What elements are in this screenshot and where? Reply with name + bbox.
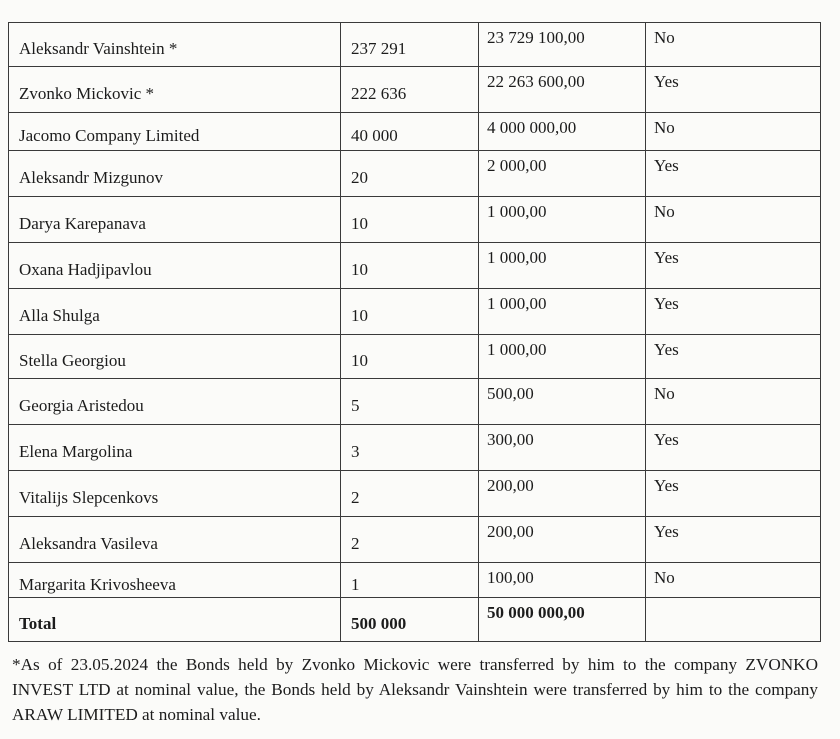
nominal-value-cell-text: 1 000,00 xyxy=(487,202,547,221)
transfer-flag-cell xyxy=(646,23,821,67)
holder-name-cell xyxy=(9,151,341,197)
holder-name-cell xyxy=(9,335,341,379)
total-transfer-cell xyxy=(646,598,821,642)
transfer-flag-cell-text: No xyxy=(654,568,675,587)
bonds-count-cell-text: 1 xyxy=(351,574,360,594)
total-bonds-cell-text: 500 000 xyxy=(351,614,407,633)
bonds-count-cell-text: 3 xyxy=(351,442,360,461)
total-nominal-cell-text: 50 000 000,00 xyxy=(487,603,585,622)
bondholders-table xyxy=(8,22,821,642)
holder-name-cell-text: Stella Georgiou xyxy=(19,351,126,370)
bonds-count-cell xyxy=(341,425,479,471)
holder-name-cell-text: Aleksandr Mizgunov xyxy=(19,168,164,187)
holder-name-cell-text: Darya Karepanava xyxy=(19,214,146,233)
holder-name-cell-text: Margarita Krivosheeva xyxy=(19,574,176,594)
bonds-count-cell-text: 40 000 xyxy=(351,126,398,145)
transfer-flag-cell-text: No xyxy=(654,118,675,137)
holder-name-cell-text: Jacomo Company Limited xyxy=(19,126,200,145)
total-nominal-cell xyxy=(479,598,646,642)
holder-name-cell-text: Oxana Hadjipavlou xyxy=(19,260,152,279)
table-row xyxy=(9,197,821,243)
table-row xyxy=(9,379,821,425)
bonds-count-cell-text: 10 xyxy=(351,214,368,233)
nominal-value-cell xyxy=(479,151,646,197)
transfer-flag-cell xyxy=(646,425,821,471)
transfer-flag-cell xyxy=(646,335,821,379)
bonds-count-cell xyxy=(341,335,479,379)
holder-name-cell-text: Aleksandr Vainshtein * xyxy=(19,39,178,58)
transfer-flag-cell-text: Yes xyxy=(654,340,679,359)
footnote: *As of 23.05.2024 the Bonds held by Zvonko Mickovic were transferred by him to the company ZVONKO INVEST LTD at nominal value, the Bonds held by Aleksandr Vainshtein were transferred by him to the company ARAW LIMITED at nominal value. xyxy=(12,655,818,724)
transfer-flag-cell xyxy=(646,151,821,197)
bonds-count-cell xyxy=(341,197,479,243)
nominal-value-cell xyxy=(479,289,646,335)
nominal-value-cell-text: 23 729 100,00 xyxy=(487,28,585,47)
nominal-value-cell xyxy=(479,197,646,243)
transfer-flag-cell xyxy=(646,289,821,335)
holder-name-cell xyxy=(9,517,341,563)
transfer-flag-cell-text: Yes xyxy=(654,156,679,175)
holder-name-cell xyxy=(9,379,341,425)
transfer-flag-cell-text: Yes xyxy=(654,72,679,91)
bonds-count-cell xyxy=(341,67,479,113)
transfer-flag-cell xyxy=(646,517,821,563)
nominal-value-cell-text: 1 000,00 xyxy=(487,248,547,267)
nominal-value-cell xyxy=(479,471,646,517)
bonds-count-cell-text: 237 291 xyxy=(351,39,407,58)
holder-name-cell xyxy=(9,425,341,471)
holder-name-cell xyxy=(9,289,341,335)
transfer-flag-cell xyxy=(646,243,821,289)
bonds-count-cell-text: 20 xyxy=(351,168,368,187)
transfer-flag-cell xyxy=(646,197,821,243)
holder-name-cell xyxy=(9,197,341,243)
bonds-count-cell-text: 2 xyxy=(351,534,360,553)
table-row xyxy=(9,563,821,598)
table-row xyxy=(9,289,821,335)
holder-name-cell-text: Vitalijs Slepcenkovs xyxy=(19,488,159,507)
nominal-value-cell-text: 300,00 xyxy=(487,430,534,449)
total-row xyxy=(9,598,821,642)
nominal-value-cell xyxy=(479,243,646,289)
bonds-count-cell xyxy=(341,517,479,563)
table-row xyxy=(9,23,821,67)
holder-name-cell-text: Georgia Aristedou xyxy=(19,396,144,415)
bonds-count-cell-text: 10 xyxy=(351,306,368,325)
transfer-flag-cell xyxy=(646,563,821,598)
nominal-value-cell xyxy=(479,517,646,563)
transfer-flag-cell-text: No xyxy=(654,202,675,221)
bonds-count-cell xyxy=(341,243,479,289)
table-row xyxy=(9,151,821,197)
holder-name-cell xyxy=(9,243,341,289)
nominal-value-cell-text: 100,00 xyxy=(487,568,534,587)
nominal-value-cell-text: 4 000 000,00 xyxy=(487,118,577,137)
bonds-count-cell xyxy=(341,289,479,335)
table-row xyxy=(9,67,821,113)
nominal-value-cell-text: 1 000,00 xyxy=(487,340,547,359)
transfer-flag-cell-text: No xyxy=(654,384,675,403)
transfer-flag-cell xyxy=(646,471,821,517)
total-label-cell-text: Total xyxy=(19,614,57,633)
table-row xyxy=(9,335,821,379)
nominal-value-cell-text: 200,00 xyxy=(487,476,534,495)
nominal-value-cell-text: 2 000,00 xyxy=(487,156,547,175)
holder-name-cell-text: Alla Shulga xyxy=(19,306,100,325)
bonds-count-cell xyxy=(341,113,479,151)
transfer-flag-cell-text: Yes xyxy=(654,430,679,449)
holder-name-cell-text: Aleksandra Vasileva xyxy=(19,534,158,553)
nominal-value-cell xyxy=(479,425,646,471)
nominal-value-cell-text: 1 000,00 xyxy=(487,294,547,313)
bonds-count-cell-text: 10 xyxy=(351,351,368,370)
table-row xyxy=(9,113,821,151)
transfer-flag-cell-text: No xyxy=(654,28,675,47)
bonds-count-cell xyxy=(341,379,479,425)
holder-name-cell-text: Elena Margolina xyxy=(19,442,133,461)
table-row xyxy=(9,243,821,289)
holder-name-cell xyxy=(9,471,341,517)
bonds-count-cell xyxy=(341,151,479,197)
holder-name-cell xyxy=(9,113,341,151)
table-row xyxy=(9,425,821,471)
total-bonds-cell xyxy=(341,598,479,642)
bonds-count-cell xyxy=(341,471,479,517)
nominal-value-cell-text: 200,00 xyxy=(487,522,534,541)
bonds-count-cell-text: 222 636 xyxy=(351,84,407,103)
holder-name-cell xyxy=(9,563,341,598)
transfer-flag-cell-text: Yes xyxy=(654,476,679,495)
transfer-flag-cell xyxy=(646,67,821,113)
nominal-value-cell xyxy=(479,563,646,598)
nominal-value-cell-text: 500,00 xyxy=(487,384,534,403)
bonds-count-cell-text: 5 xyxy=(351,396,360,415)
total-label-cell xyxy=(9,598,341,642)
transfer-flag-cell-text: Yes xyxy=(654,248,679,267)
table-row xyxy=(9,471,821,517)
holder-name-cell xyxy=(9,23,341,67)
nominal-value-cell xyxy=(479,335,646,379)
nominal-value-cell-text: 22 263 600,00 xyxy=(487,72,585,91)
nominal-value-cell xyxy=(479,23,646,67)
bonds-count-cell-text: 2 xyxy=(351,488,360,507)
nominal-value-cell xyxy=(479,113,646,151)
bonds-count-cell xyxy=(341,563,479,598)
holder-name-cell-text: Zvonko Mickovic * xyxy=(19,84,155,103)
transfer-flag-cell-text: Yes xyxy=(654,294,679,313)
bondholders-table-body xyxy=(9,23,821,642)
transfer-flag-cell xyxy=(646,379,821,425)
holder-name-cell xyxy=(9,67,341,113)
nominal-value-cell xyxy=(479,379,646,425)
transfer-flag-cell xyxy=(646,113,821,151)
bonds-count-cell xyxy=(341,23,479,67)
bonds-count-cell-text: 10 xyxy=(351,260,368,279)
transfer-flag-cell-text: Yes xyxy=(654,522,679,541)
nominal-value-cell xyxy=(479,67,646,113)
table-row xyxy=(9,517,821,563)
